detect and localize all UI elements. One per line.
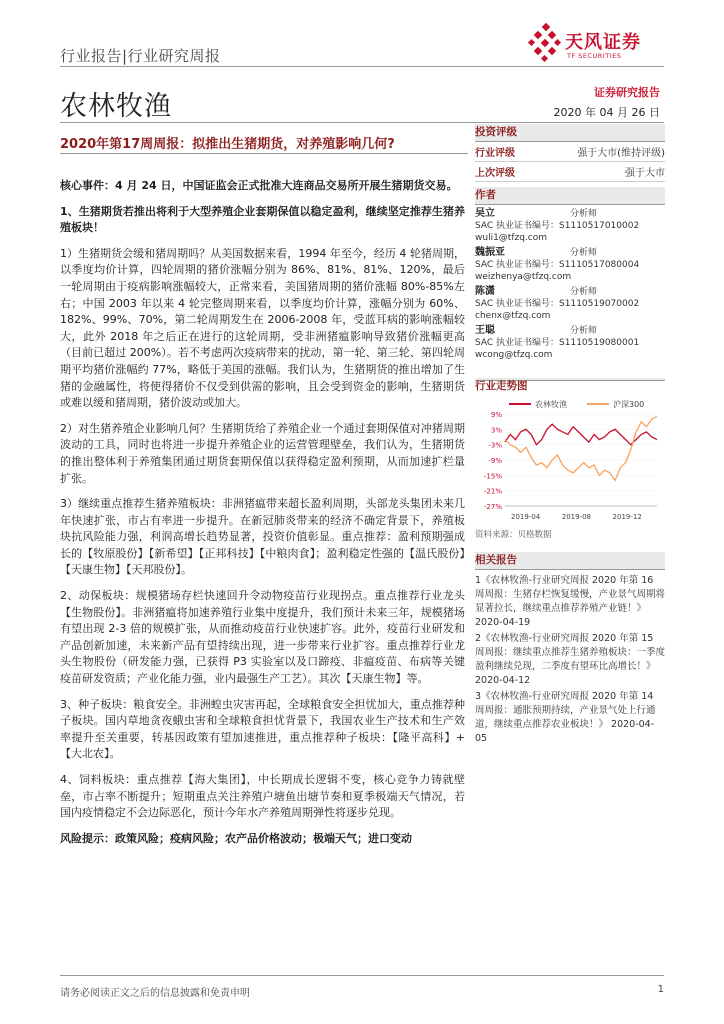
report-type: 证券研究报告 bbox=[594, 86, 660, 99]
y-tick-label: 3% bbox=[490, 426, 502, 435]
related-list bbox=[475, 574, 665, 746]
rating-value: 强于大市 bbox=[625, 168, 665, 179]
section-2: 2、动保板块：规模猪场存栏快速回升令动物疫苗行业现拐点。重点推荐行业龙头【生物股份】。非洲猪瘟将加速养殖行业集中度提升，我们预计未来三年，规模猪场有望出现 2-3 倍的规模扩张，从而推动疫苗行业快速扩容。此外，疫苗行业研发和产品创新加速，未来新产品有望持续出现，进一步带来行业扩容。重点推荐行业龙头生物股份（研发能力强，已获得 P3 实验室以及口蹄疫、非瘟疫苗、布病等关键疫苗研发资质；产业化能力强，业内最强生产工艺）。其次【天康生物】等。 bbox=[60, 589, 465, 686]
industry-title: 农林牧渔 bbox=[60, 91, 172, 122]
y-tick-label: -15% bbox=[483, 472, 502, 481]
report-date: 2020 年 04 月 26 日 bbox=[553, 106, 660, 119]
x-tick-label: 2019-12 bbox=[612, 513, 642, 521]
series-line-hs300 bbox=[505, 417, 657, 481]
trend-title-text: 行业走势图 bbox=[475, 380, 528, 392]
analyst-email[interactable]: wuli1@tfzq.com bbox=[475, 233, 548, 243]
rating-title: 投资评级 bbox=[475, 124, 665, 142]
analyst-cert: SAC 执业证书编号：S1110517010002 bbox=[475, 221, 640, 231]
section-1-para-3: 3）继续重点推荐生猪养殖板块：非洲猪瘟带来超长盈利周期，头部龙头集团未来几年快速扩张，市占有率进一步提升。在新冠肺炎带来的经济不确定背景下，养殖板块抗风险能力强，利润高增长趋势显著，投资价值彰显。重点推荐：盈利预期强成长的【牧原股份】【新希望】【正邦科技】【中粮肉食】；盈利稳定性强的【温氏股份】【天康生物】【天邦股份】。 bbox=[60, 497, 465, 577]
report-category: 行业报告|行业研究周报 bbox=[60, 47, 221, 65]
analyst-name: 魏振亚 bbox=[475, 247, 505, 258]
x-tick-label: 2019-04 bbox=[511, 513, 541, 521]
analyst-role: 分析师 bbox=[570, 326, 598, 336]
report-body bbox=[60, 178, 465, 856]
report-title: 2020年第17周周报：拟推出生猪期货，对养殖影响几何? bbox=[60, 137, 395, 152]
author-title: 作者 bbox=[475, 187, 665, 205]
y-tick-label: -9% bbox=[488, 457, 502, 465]
analyst-email[interactable]: chenx@tfzq.com bbox=[475, 311, 551, 321]
analyst-entry bbox=[475, 325, 665, 361]
core-event: 核心事件：4 月 24 日，中国证监会正式批准大连商品交易所开展生猪期货交易。 bbox=[60, 179, 458, 192]
related-item[interactable]: 3《农林牧渔-行业研究周报 2020 年第 14 周周报：通胀预期持续，产业景气处上行通道，继续重点推荐农业板块！》 2020-04-05 bbox=[475, 691, 656, 744]
y-tick-label: -21% bbox=[483, 487, 502, 496]
related-item[interactable]: 1《农林牧渔-行业研究周报 2020 年第 16 周周报：生猪存栏恢复缓慢，产业景气周期将显著拉长，继续重点推荐养殖产业链！》 2020-04-19 bbox=[475, 575, 666, 628]
analyst-name: 陈潇 bbox=[475, 286, 495, 297]
trend-chart bbox=[475, 396, 665, 524]
analyst-name: 吴立 bbox=[475, 208, 495, 219]
y-tick-label: 9% bbox=[490, 411, 502, 419]
y-tick-label: -3% bbox=[488, 441, 502, 450]
rating-value: 强于大市(维持评级) bbox=[577, 148, 665, 159]
analyst-email[interactable]: weizhenya@tfzq.com bbox=[475, 272, 572, 282]
analyst-cert: SAC 执业证书编号：S1110517080004 bbox=[475, 260, 640, 270]
analyst-cert: SAC 执业证书编号：S1110519080001 bbox=[475, 338, 640, 348]
analyst-email[interactable]: wcong@tfzq.com bbox=[475, 350, 553, 360]
logo-text-en: TF SECURITIES bbox=[567, 52, 622, 60]
rating-label: 行业评级 bbox=[475, 148, 515, 159]
analyst-entry bbox=[475, 286, 665, 322]
rating-box bbox=[475, 124, 665, 182]
analyst-role: 分析师 bbox=[570, 248, 598, 258]
title-divider bbox=[60, 153, 468, 154]
footer-disclaimer: 请务必阅读正文之后的信息披露和免责申明 bbox=[60, 988, 250, 999]
analyst-cert: SAC 执业证书编号：S1110519070002 bbox=[475, 299, 640, 309]
logo-icon bbox=[527, 22, 563, 66]
related-item[interactable]: 2《农林牧渔-行业研究周报 2020 年第 15 周周报：继续重点推荐生猪养殖板块：一季度盈利继续兑现，二季度有望环比高增长！》 2020-04-12 bbox=[475, 633, 666, 686]
analyst-role: 分析师 bbox=[570, 287, 598, 297]
section-3: 3、种子板块：粮食安全。非洲蝗虫灾害再起，全球粮食安全担忧加大，重点推荐种子板块。国内草地贪夜蛾虫害和全球粮食担忧背景下，我国农业生产技术和生产效率提升至关重要，转基因政策有望加速推进，重点推荐种子板块：【隆平高科】+【大北农】。 bbox=[60, 697, 465, 761]
x-tick-label: 2019-08 bbox=[561, 513, 592, 521]
logo-text: 天风证券 bbox=[565, 32, 641, 53]
header-divider-2 bbox=[60, 122, 664, 123]
rating-label: 上次评级 bbox=[475, 168, 515, 179]
analyst-name: 王聪 bbox=[475, 325, 495, 336]
section-1-heading: 1、生猪期货若推出将利于大型养殖企业套期保值以稳定盈利，继续坚定推荐生猪养殖板块！ bbox=[60, 204, 465, 235]
page-number: 1 bbox=[657, 984, 664, 995]
related-title: 相关报告 bbox=[475, 552, 665, 570]
series-line-agri bbox=[505, 424, 657, 445]
footer-divider bbox=[60, 975, 664, 976]
authors-box bbox=[475, 187, 665, 361]
chart-source: 资料来源：贝格数据 bbox=[475, 530, 552, 540]
section-4: 4、饲料板块：重点推荐【海大集团】，中长期成长逻辑不变，核心竞争力铸就壁垒，市占率不断提升；短期重点关注养殖户塘鱼出塘节奏和夏季极端天气情况，若国内疫情稳定不会边际恶化，预计今年水产养殖周期弹性将逐步兑现。 bbox=[60, 773, 465, 820]
rating-row bbox=[475, 142, 665, 162]
analyst-entry bbox=[475, 247, 665, 283]
y-tick-label: -27% bbox=[483, 503, 502, 511]
header-divider bbox=[60, 66, 664, 67]
legend-label: 农林牧渔 bbox=[535, 400, 567, 409]
risk-warning: 风险提示：政策风险；疫病风险；农产品价格波动；极端天气；进口变动 bbox=[60, 831, 412, 845]
related-box bbox=[475, 552, 665, 748]
section-1-para-2: 2）对生猪养殖企业影响几何？生猪期货给了养殖企业一个通过套期保值对冲猪周期波动的工具，同时也将进一步提升养殖企业的运营管理壁垒，我们认为，生猪期货的推出整体利于养殖集团通过期货套期保值以获得稳定盈利预期，从而加速扩栏量扩张。 bbox=[60, 421, 465, 485]
analyst-entry bbox=[475, 208, 665, 244]
rating-row bbox=[475, 162, 665, 182]
legend-label: 沪深300 bbox=[613, 400, 645, 409]
section-1-para-1: 1）生猪期货会缓和猪周期吗？从美国数据来看，1994 年至今，经历 4 轮猪周期，以季度均价计算，四轮周期的猪价涨幅分别为 86%、81%、81%、120%，最后一轮周期由于疫病影响涨幅较大，正常来看，美国猪周期的猪价涨幅 80%-85%左右；中国 2003 年以来 4 轮完整周期来看，以季度均价计算，涨幅分别为 60%、182%、99%、70%，第二轮周期发生在 2006-2008 年，受蓝耳病的影响涨幅较大，此外 2018 年之后正在进行的这轮周期，受非洲猪瘟影响导致猪价涨幅更高（目前已超过 200%）。若不考虑两次疫病带来的扰动，第一轮、第三轮、第四轮周期平均猪价涨幅约 77%，略低于美国的涨幅。我们认为，生猪期货的推出增加了生猪的金融属性，将使得猪价不仅受到供需的影响，且会受到资金的影响，生猪期货或难以缓和猪周期，猪价波动或加大。 bbox=[60, 246, 465, 410]
logo bbox=[527, 22, 667, 68]
analyst-role: 分析师 bbox=[570, 209, 598, 219]
